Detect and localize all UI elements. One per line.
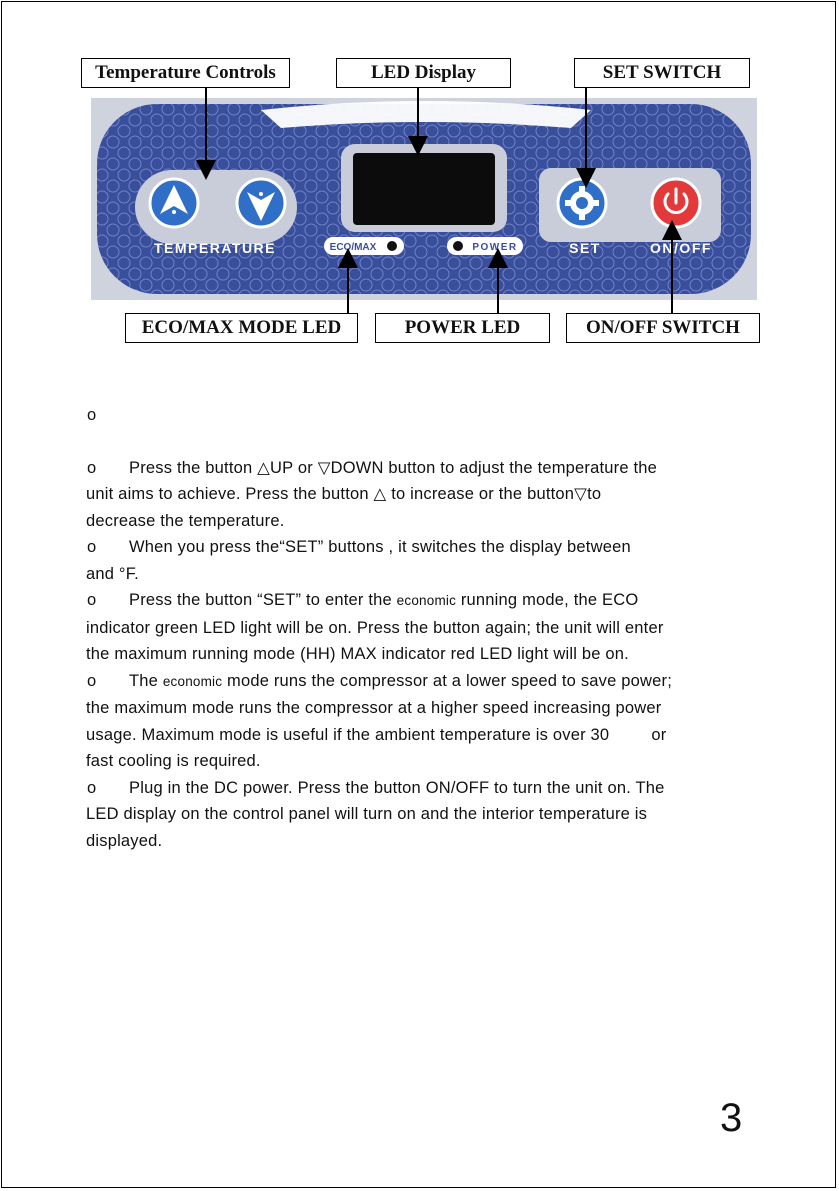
instructions	[86, 402, 786, 854]
instruction-eco-line-2: indicator green LED light will be on. Press the button again; the unit will enter	[86, 618, 664, 637]
instruction-mode-line-2: the maximum mode runs the compressor at a higher speed increasing power	[86, 699, 662, 717]
callout-set-switch: SET SWITCH	[574, 58, 750, 88]
instruction-set-line-2: and °F.	[86, 564, 139, 583]
callout-arrows	[0, 0, 839, 360]
temperature-label: TEMPERATURE	[153, 240, 277, 256]
instruction-power-line-1: o Plug in the DC power. Press the button ON/OFF to turn the unit on. The	[87, 778, 665, 797]
instruction-eco-line-1: o Press the button “SET” to enter the economic running mode, the ECO	[87, 591, 639, 609]
instruction-mode-line-1: o The economic mode runs the compressor at a lower speed to save power;	[87, 671, 673, 690]
instruction-temp-line-3: decrease the temperature.	[86, 511, 285, 530]
callout-power-led: POWER LED	[375, 313, 550, 343]
eco-max-label: ECO/MAX	[329, 242, 377, 253]
callout-on-off-switch: ON/OFF SWITCH	[566, 313, 760, 343]
set-label: SET	[569, 240, 601, 256]
instruction-mode-line-3: usage. Maximum mode is useful if the ambient temperature is over 30 or	[86, 725, 667, 744]
instruction-power-line-2: LED display on the control panel will turn on and the interior temperature is	[86, 805, 648, 823]
callout-led-display: LED Display	[336, 58, 511, 88]
instruction-set-line-1: o When you press the“SET” buttons , it switches the display between	[87, 538, 631, 556]
power-label: POWER	[472, 242, 518, 253]
instruction-empty-bullet: o	[87, 406, 97, 424]
on-off-label: ON/OFF	[650, 240, 712, 256]
callout-eco-max-led: ECO/MAX MODE LED	[125, 313, 358, 343]
instruction-mode-line-4: fast cooling is required.	[86, 752, 261, 770]
instruction-eco-line-3: the maximum running mode (HH) MAX indicator red LED light will be on.	[86, 645, 629, 663]
page-number: 3	[720, 1096, 743, 1140]
instruction-temp-line-2: unit aims to achieve. Press the button △ to increase or the button▽to	[86, 485, 602, 503]
callout-temperature-controls: Temperature Controls	[81, 58, 290, 88]
instruction-temp-line-1: o Press the button △UP or ▽DOWN button to adjust the temperature the	[87, 458, 658, 477]
instruction-power-line-3: displayed.	[86, 831, 163, 850]
